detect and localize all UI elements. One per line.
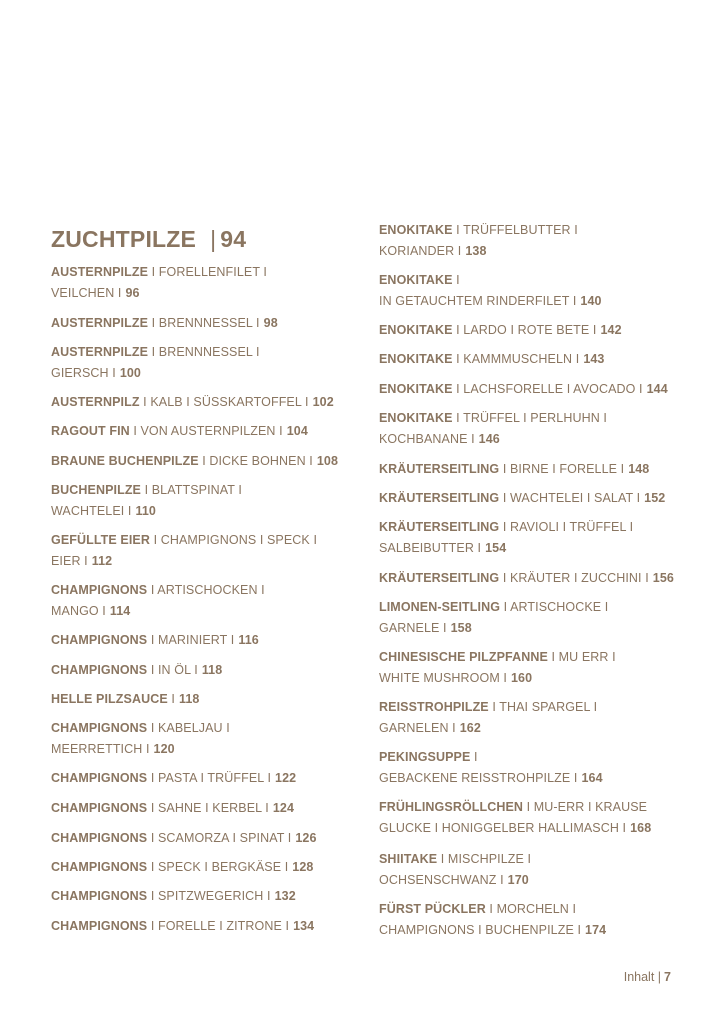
toc-entry-line [379,241,578,262]
toc-entry-title: LIMONEN-SEITLING [379,600,501,614]
toc-entry-detail: I [452,273,460,287]
toc-entry-page: 148 [628,462,650,476]
toc-entry-title: REISSTROHPILZE [379,700,489,714]
toc-entry [51,916,314,937]
toc-entry-page: 154 [485,540,507,555]
toc-entry-detail: GIERSCH I [51,365,116,380]
toc-entry-line [379,568,674,589]
toc-entry-line [379,818,651,839]
toc-entry-line [51,480,242,501]
toc-entry-line [379,718,597,739]
toc-entry-line [51,342,260,363]
toc-entry [51,580,265,621]
toc-entry-detail: I THAI SPARGEL I [488,700,598,714]
toc-entry-page: 174 [585,922,607,937]
toc-entry [379,488,665,509]
toc-entry-line [379,668,616,689]
toc-entry-page: 160 [510,670,533,685]
page-footer [624,970,671,984]
toc-entry-page: 112 [91,553,113,568]
toc-entry-title: GEFÜLLTE EIER [51,533,150,547]
toc-entry-line [379,618,608,639]
toc-entry-title: KRÄUTERSEITLING [379,462,500,476]
toc-entry-line [51,886,296,907]
toc-entry-title: KRÄUTERSEITLING [379,491,500,505]
toc-entry-page: 114 [109,603,131,618]
toc-entry [51,689,199,710]
toc-entry-line [51,689,199,710]
toc-entry-title: CHAMPIGNONS [51,721,148,735]
toc-entry-line [379,270,602,291]
toc-entry-line [379,379,668,400]
toc-entry-line [51,630,259,651]
toc-entry-page: 110 [135,503,156,518]
toc-entry-title: ENOKITAKE [379,223,453,237]
toc-entry-detail: GARNELEN I [379,720,456,735]
toc-entry-line [379,517,633,538]
toc-entry-page: 100 [119,365,141,380]
toc-entry-page: 122 [275,771,297,785]
toc-entry-line [379,849,531,870]
toc-entry-page: 162 [459,720,481,735]
toc-entry [379,517,633,558]
toc-entry-detail: I MORCHELN I [485,902,577,916]
toc-entry-detail: GLUCKE I HONIGGELBER HALLIMASCH I [379,820,627,835]
toc-entry [51,313,278,334]
toc-entry-title: ENOKITAKE [379,352,453,366]
toc-entry-page: 104 [286,424,308,438]
toc-entry-detail: SALBEIBUTTER I [379,540,482,555]
toc-entry-line [379,459,649,480]
toc-entry-detail: I VON AUSTERNPILZEN I [129,424,283,438]
toc-entry-detail: I BRENNNESSEL I [148,345,260,359]
toc-entry-detail: I CHAMPIGNONS I SPECK I [150,533,318,547]
toc-entry-title: AUSTERNPILZE [51,265,149,279]
toc-entry-detail: CHAMPIGNONS I BUCHENPILZE I [379,922,582,937]
toc-entry-title: KRÄUTERSEITLING [379,571,500,585]
toc-entry-page: 98 [263,316,278,330]
toc-entry-title: FÜRST PÜCKLER [379,902,486,916]
toc-entry-detail: I MISCHPILZE I [437,852,532,866]
toc-entry [379,408,607,449]
toc-entry-title: ENOKITAKE [379,382,453,396]
toc-entry-title: CHAMPIGNONS [51,583,148,597]
section-title [51,226,246,253]
toc-entry-line [51,718,230,739]
toc-entry-title: FRÜHLINGSRÖLLCHEN [379,800,524,814]
toc-entry-detail: I [470,750,478,764]
toc-entry [51,342,260,383]
toc-entry [379,747,603,788]
toc-entry-page: 134 [293,919,315,933]
toc-entry-title: AUSTERNPILZE [51,345,149,359]
toc-entry-line [51,828,317,849]
toc-entry-title: KRÄUTERSEITLING [379,520,500,534]
toc-entry-title: CHAMPIGNONS [51,633,148,647]
toc-entry [379,797,651,838]
toc-entry-title: HELLE PILZSAUCE [51,692,168,706]
toc-entry-title: CHAMPIGNONS [51,889,148,903]
toc-entry-line [379,647,616,668]
toc-entry-page: 120 [153,741,175,756]
toc-entry-detail: I BRENNNESSEL I [148,316,260,330]
toc-entry-detail: I BIRNE I FORELLE I [499,462,625,476]
toc-entry-detail: EIER I [51,553,88,568]
toc-entry [379,597,608,638]
toc-entry [51,660,222,681]
toc-entry-line [379,349,604,370]
toc-entry [379,220,578,261]
toc-entry-line [379,291,602,312]
toc-entry-detail: KORIANDER I [379,243,462,258]
toc-entry [379,697,597,738]
toc-entry [51,392,334,413]
toc-entry [379,568,674,589]
toc-entry [379,849,531,890]
toc-entry-line [51,392,334,413]
toc-entry-line [51,451,338,472]
toc-entry-page: 116 [238,633,259,647]
toc-entry-page: 144 [646,382,668,396]
toc-entry-title: AUSTERNPILZ [51,395,140,409]
toc-entry-detail: KOCHBANANE I [379,431,475,446]
toc-entry-detail: I MARINIERT I [147,633,235,647]
toc-entry [51,857,313,878]
toc-entry [51,768,296,789]
toc-entry [51,828,317,849]
toc-entry-line [51,916,314,937]
toc-entry-line [51,421,308,442]
toc-entry-title: CHAMPIGNONS [51,663,148,677]
toc-entry-detail: MANGO I [51,603,106,618]
toc-entry-line [51,262,267,283]
toc-entry-title: ENOKITAKE [379,323,453,337]
toc-entry-detail: I IN ÖL I [147,663,198,677]
toc-entry [51,798,294,819]
toc-entry-line [379,320,622,341]
toc-entry-page: 118 [201,663,223,677]
footer-label: Inhalt [623,970,655,984]
toc-entry-title: BRAUNE BUCHENPILZE [51,454,199,468]
toc-entry-page: 118 [178,692,200,706]
toc-entry-detail: WHITE MUSHROOM I [379,670,507,685]
toc-entry-page: 168 [630,820,652,835]
toc-entry-page: 158 [450,620,472,635]
toc-entry-page: 170 [507,872,529,887]
toc-entry-line [51,580,265,601]
toc-entry-title: CHAMPIGNONS [51,860,148,874]
toc-entry-page: 146 [478,431,500,446]
toc-entry-detail: I MU-ERR I KRAUSE [523,800,648,814]
toc-entry-detail: IN GETAUCHTEM RINDERFILET I [379,293,577,308]
toc-entry-detail: I TRÜFFEL I PERLHUHN I [452,411,607,425]
footer-page-number: 7 [664,970,671,984]
toc-entry-detail: MEERRETTICH I [51,741,150,756]
toc-entry [379,379,668,400]
toc-entry-page: 102 [312,395,334,409]
toc-entry-title: RAGOUT FIN [51,424,130,438]
section-title-text: ZUCHTPILZE [51,226,197,252]
toc-entry [51,630,259,651]
toc-entry-detail: I FORELLE I ZITRONE I [147,919,290,933]
toc-entry-page: 138 [465,243,487,258]
toc-entry-line [51,798,294,819]
toc-entry-title: CHAMPIGNONS [51,919,148,933]
toc-entry [51,718,230,759]
toc-entry-line [51,857,313,878]
toc-entry-detail: I ARTISCHOCKE I [500,600,609,614]
toc-entry-line [51,283,267,304]
toc-entry-line [51,551,317,572]
toc-entry-page: 152 [644,491,666,505]
toc-entry-title: CHAMPIGNONS [51,831,148,845]
toc-entry-detail: I ARTISCHOCKEN I [147,583,265,597]
toc-entry-page: 124 [272,801,295,815]
toc-entry-line [379,920,606,941]
toc-entry-detail: I LACHSFORELLE I AVOCADO I [452,382,643,396]
toc-entry-line [51,313,278,334]
toc-entry-page: 140 [580,293,602,308]
toc-entry-page: 132 [274,889,296,903]
toc-entry [379,899,606,940]
toc-entry [51,451,338,472]
toc-entry-title: PEKINGSUPPE [379,750,471,764]
toc-entry-detail: VEILCHEN I [51,285,122,300]
toc-entry-line [51,501,242,522]
toc-entry-page: 108 [316,454,339,468]
toc-entry [379,349,604,370]
toc-entry-detail: I SCAMORZA I SPINAT I [147,831,292,845]
toc-entry [379,320,622,341]
section-title-separator: | [210,226,217,252]
toc-entry-title: ENOKITAKE [379,273,453,287]
toc-entry-line [51,530,317,551]
toc-entry-line [379,538,633,559]
toc-entry-detail: I [167,692,175,706]
toc-entry-title: CHAMPIGNONS [51,771,148,785]
toc-entry-detail: I KRÄUTER I ZUCCHINI I [499,571,649,585]
toc-entry-line [379,768,603,789]
toc-entry-line [51,739,230,760]
toc-entry-detail: I SPITZWEGERICH I [147,889,271,903]
toc-entry [379,647,616,688]
toc-entry-detail: I TRÜFFELBUTTER I [452,223,578,237]
toc-entry-detail: GARNELE I [379,620,447,635]
toc-entry-page: 143 [583,352,605,366]
toc-entry-detail: I RAVIOLI I TRÜFFEL I [499,520,634,534]
toc-entry-title: BUCHENPILZE [51,483,141,497]
toc-entry-line [379,220,578,241]
toc-entry-page: 156 [652,571,674,585]
toc-entry-title: CHAMPIGNONS [51,801,148,815]
toc-entry-detail: I KABELJAU I [147,721,230,735]
toc-entry-title: CHINESISCHE PILZPFANNE [379,650,548,664]
toc-entry-detail: I BLATTSPINAT I [141,483,242,497]
toc-entry-detail: OCHSENSCHWANZ I [379,872,504,887]
toc-entry-line [51,363,260,384]
toc-entry [51,530,317,571]
toc-entry-detail: I KALB I SÜSSKARTOFFEL I [139,395,309,409]
toc-entry-page: 142 [600,323,622,337]
toc-entry-detail: I FORELLENFILET I [148,265,268,279]
toc-entry-line [51,768,296,789]
toc-entry-page: 164 [581,770,603,785]
toc-entry [379,270,602,311]
toc-entry-detail: I SPECK I BERGKÄSE I [147,860,289,874]
toc-entry-detail: I SAHNE I KERBEL I [147,801,269,815]
toc-entry [51,480,242,521]
toc-entry-detail: I KAMMMUSCHELN I [452,352,580,366]
toc-entry-detail: GEBACKENE REISSTROHPILZE I [379,770,578,785]
toc-entry-detail: I WACHTELEI I SALAT I [499,491,641,505]
toc-entry-line [379,488,665,509]
toc-entry-detail: I DICKE BOHNEN I [198,454,313,468]
toc-entry [379,459,649,480]
footer-separator: | [657,970,662,984]
toc-entry-line [379,597,608,618]
toc-entry-title: ENOKITAKE [379,411,453,425]
toc-entry-detail: WACHTELEI I [51,503,132,518]
toc-entry-line [379,747,603,768]
toc-entry-title: SHIITAKE [379,852,438,866]
toc-entry-line [379,429,607,450]
toc-entry-line [51,601,265,622]
toc-entry-line [379,797,651,818]
toc-entry-line [379,697,597,718]
toc-entry [51,886,296,907]
toc-entry [51,421,308,442]
toc-entry-page: 128 [292,860,314,874]
section-title-page: 94 [220,226,247,252]
toc-entry-page: 126 [295,831,317,845]
toc-entry-detail: I MU ERR I [547,650,616,664]
toc-entry-line [379,408,607,429]
toc-entry-detail: I LARDO I ROTE BETE I [452,323,597,337]
toc-entry-line [379,899,606,920]
toc-entry-title: AUSTERNPILZE [51,316,149,330]
toc-entry [51,262,267,303]
toc-entry-line [51,660,222,681]
toc-entry-page: 96 [125,285,140,300]
toc-entry-detail: I PASTA I TRÜFFEL I [147,771,272,785]
toc-entry-line [379,870,531,891]
